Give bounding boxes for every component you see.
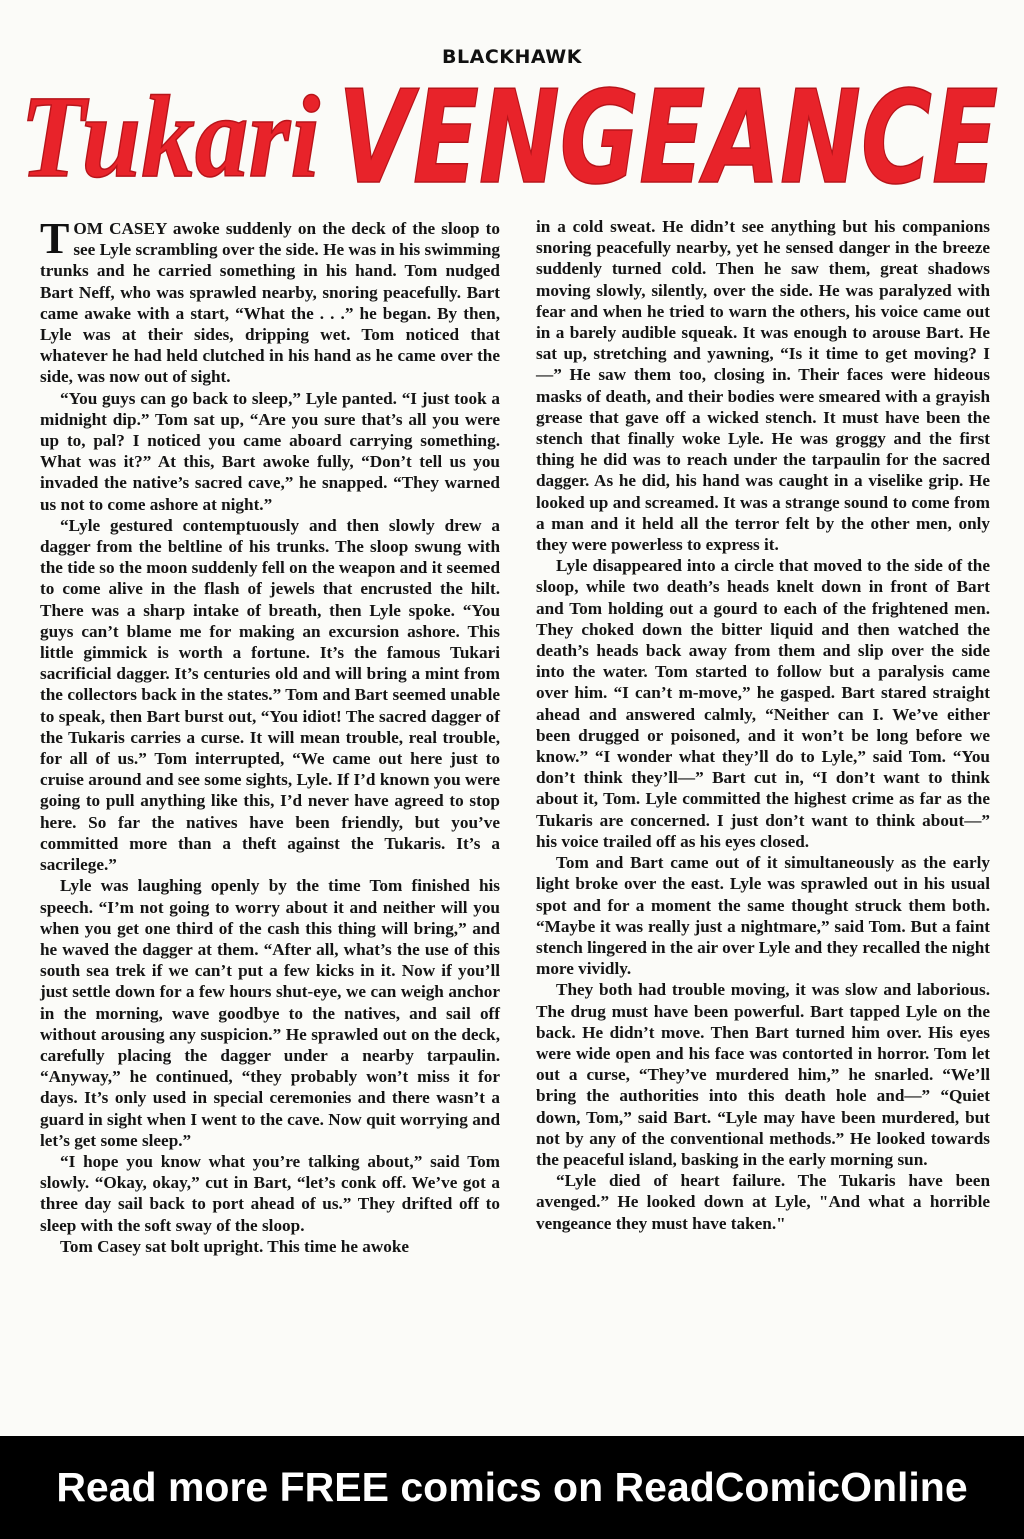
drop-cap: T [40,214,70,263]
paragraph: “Lyle died of heart failure. The Tukaris have been avenged.” He looked down at Lyle, "And what a horrible vengeance they must have taken." [536,1171,990,1233]
title-word-tukari: Tukari [20,71,321,202]
story-column-right [536,216,990,1234]
paragraph: “I hope you know what you’re talking about,” said Tom slowly. “Okay, okay,” cut in Bart, “let’s conk off. We’ve got a three day sail back to port ahead of us.” They drifted off to sleep with the soft sway of the sloop. [40,1151,500,1235]
paragraph: Tom Casey sat bolt upright. This time he awoke [60,1236,410,1256]
promo-banner[interactable] [0,1436,1024,1539]
story-title-graphic [20,58,1004,208]
title-word-vengeance: VENGEANCE [338,64,998,208]
series-name: BLACKHAWK [442,46,582,68]
paragraph: Tom and Bart came out of it simultaneously as the early light broke over the east. Lyle was sprawled out in his usual spot and for a moment the same thought struck them both. “Maybe it was really just a nightmare,” said Tom. But a faint stench lingered in the air over Lyle and they recalled the night more vividly. [536,853,990,979]
paragraph: They both had trouble moving, it was slow and laborious. The drug must have been powerful. Bart tapped Lyle on the back. He didn’t move. Then Bart turned him over. His eyes were wide open and his face was contorted in horror. Tom let out a curse, “They’ve murdered him,” he snarled. “We’ll bring the authorities into this death hole and—” “Quiet down, Tom,” said Bart. “Lyle may have been murdered, but not by any of the conventional methods.” He looked towards the peaceful island, basking in the early morning sun. [536,980,990,1169]
paragraph [40,214,500,388]
story-column-left [40,214,500,1257]
paragraph: “You guys can go back to sleep,” Lyle panted. “I just took a midnight dip.” Tom sat up, “Are you sure that’s all you were up to, pal? I noticed you came aboard carrying something. What was it?” At this, Bart awoke fully, “Don’t tell us you invaded the native’s sacred cave,” he snapped. “They warned us not to come ashore at night.” [40,388,500,514]
paragraph: “Lyle gestured contemptuously and then slowly drew a dagger from the beltline of his trunks. The sloop swung with the tide so the moon suddenly fell on the weapon and it seemed to come alive in the flash of jewels that encrusted the hilt. There was a sharp intake of breath, then Lyle spoke. “You guys can’t blame me for making an excursion ashore. This little gimmick is worth a fortune. It’s the famous Tukari sacrificial dagger. It’s centuries old and will bring a mint from the collectors back in the states.” Tom and Bart seemed unable to speak, then Bart burst out, “You idiot! The sacred dagger of the Tukaris carries a curse. It will mean trouble, real trouble, for all of us.” Tom interrupted, “We came out here just to cruise around and see some sights, Lyle. If I’d known you were going to pull anything like this, I’d never have agreed to stop here. So far the natives have been friendly, but you’ve committed more than a theft against the Tukaris. It’s a sacrilege.” [40,515,500,875]
promo-text[interactable]: Read more FREE comics on ReadComicOnline [56,1464,968,1510]
paragraph: in a cold sweat. He didn’t see anything but his companions snoring peacefully nearby, yet he sensed danger in the breeze suddenly turned cold. Then he saw them, great shadows moving slowly, silently, over the side. He was paralyzed with fear and when he tried to warn the others, his voice came out in a barely audible squeak. It was enough to arouse Bart. He sat up, stretching and yawning, “Is it time to get moving? I—” He saw them too, closing in. Their faces were hideous masks of death, and their bodies were smeared with a grayish grease that gave off a wicked stench. It must have been the stench that finally woke Lyle. He was groggy and the first thing he did was to reach under the tarpaulin for the sacred dagger. As he did, his hand was caught in a viselike grip. He looked up and screamed. It was a strange sound to come from a man and it held all the terror felt by the other men, only they were powerless to express it. [536,217,990,555]
paragraph: Lyle was laughing openly by the time Tom finished his speech. “I’m not going to worry about it and neither will you when you get one third of the cash this thing will bring,” and he waved the dagger at them. “After all, what’s the use of this south sea trek if we can’t put a few kicks in it. Now if you’ll just settle down for a few hours shut-eye, we can weigh anchor in the morning, wave goodbye to the natives, and sail off without arousing any suspicion.” He sprawled out on the deck, carefully placing the dagger under a nearby tarpaulin. “Anyway,” he continued, “they probably won’t miss it for days. It’s only used in special ceremonies and there wasn’t a guard in sight when I went to the cave. Now quit worrying and let’s get some sleep.” [40,876,500,1150]
paragraph-text: OM CASEY awoke suddenly on the deck of the sloop to see Lyle scrambling over the side. He was in his swimming trunks and he carried something in his hand. Tom nudged Bart Neff, who was sprawled nearby, snoring peacefully. Bart came awake with a start, “What the . . .” he began. By then, Lyle was at their sides, dripping wet. Tom noticed that whatever he had held clutched in his hand as he came over the side, was now out of sight. [40,219,500,387]
story-title [20,58,1004,208]
paragraph: Lyle disappeared into a circle that moved to the side of the sloop, while two death’s heads knelt down in front of Bart and Tom holding out a gourd to each of the frightened men. They choked down the bitter liquid and then watched the death’s heads back away from them and slip over the side into the water. Tom started to follow but a paralysis came over him. “I can’t m-move,” he gasped. Bart stared straight ahead and answered calmly, “Neither can I. We’ve either been drugged or poisoned, and it won’t be long before we know.” “I wonder what they’ll do to Lyle,” said Tom. “You don’t think they’ll—” Bart cut in, “I don’t want to think about it, Tom. Lyle committed the highest crime as far as the Tukaris are concerned. I just don’t want to think about—” his voice trailed off as his eyes closed. [536,556,990,851]
